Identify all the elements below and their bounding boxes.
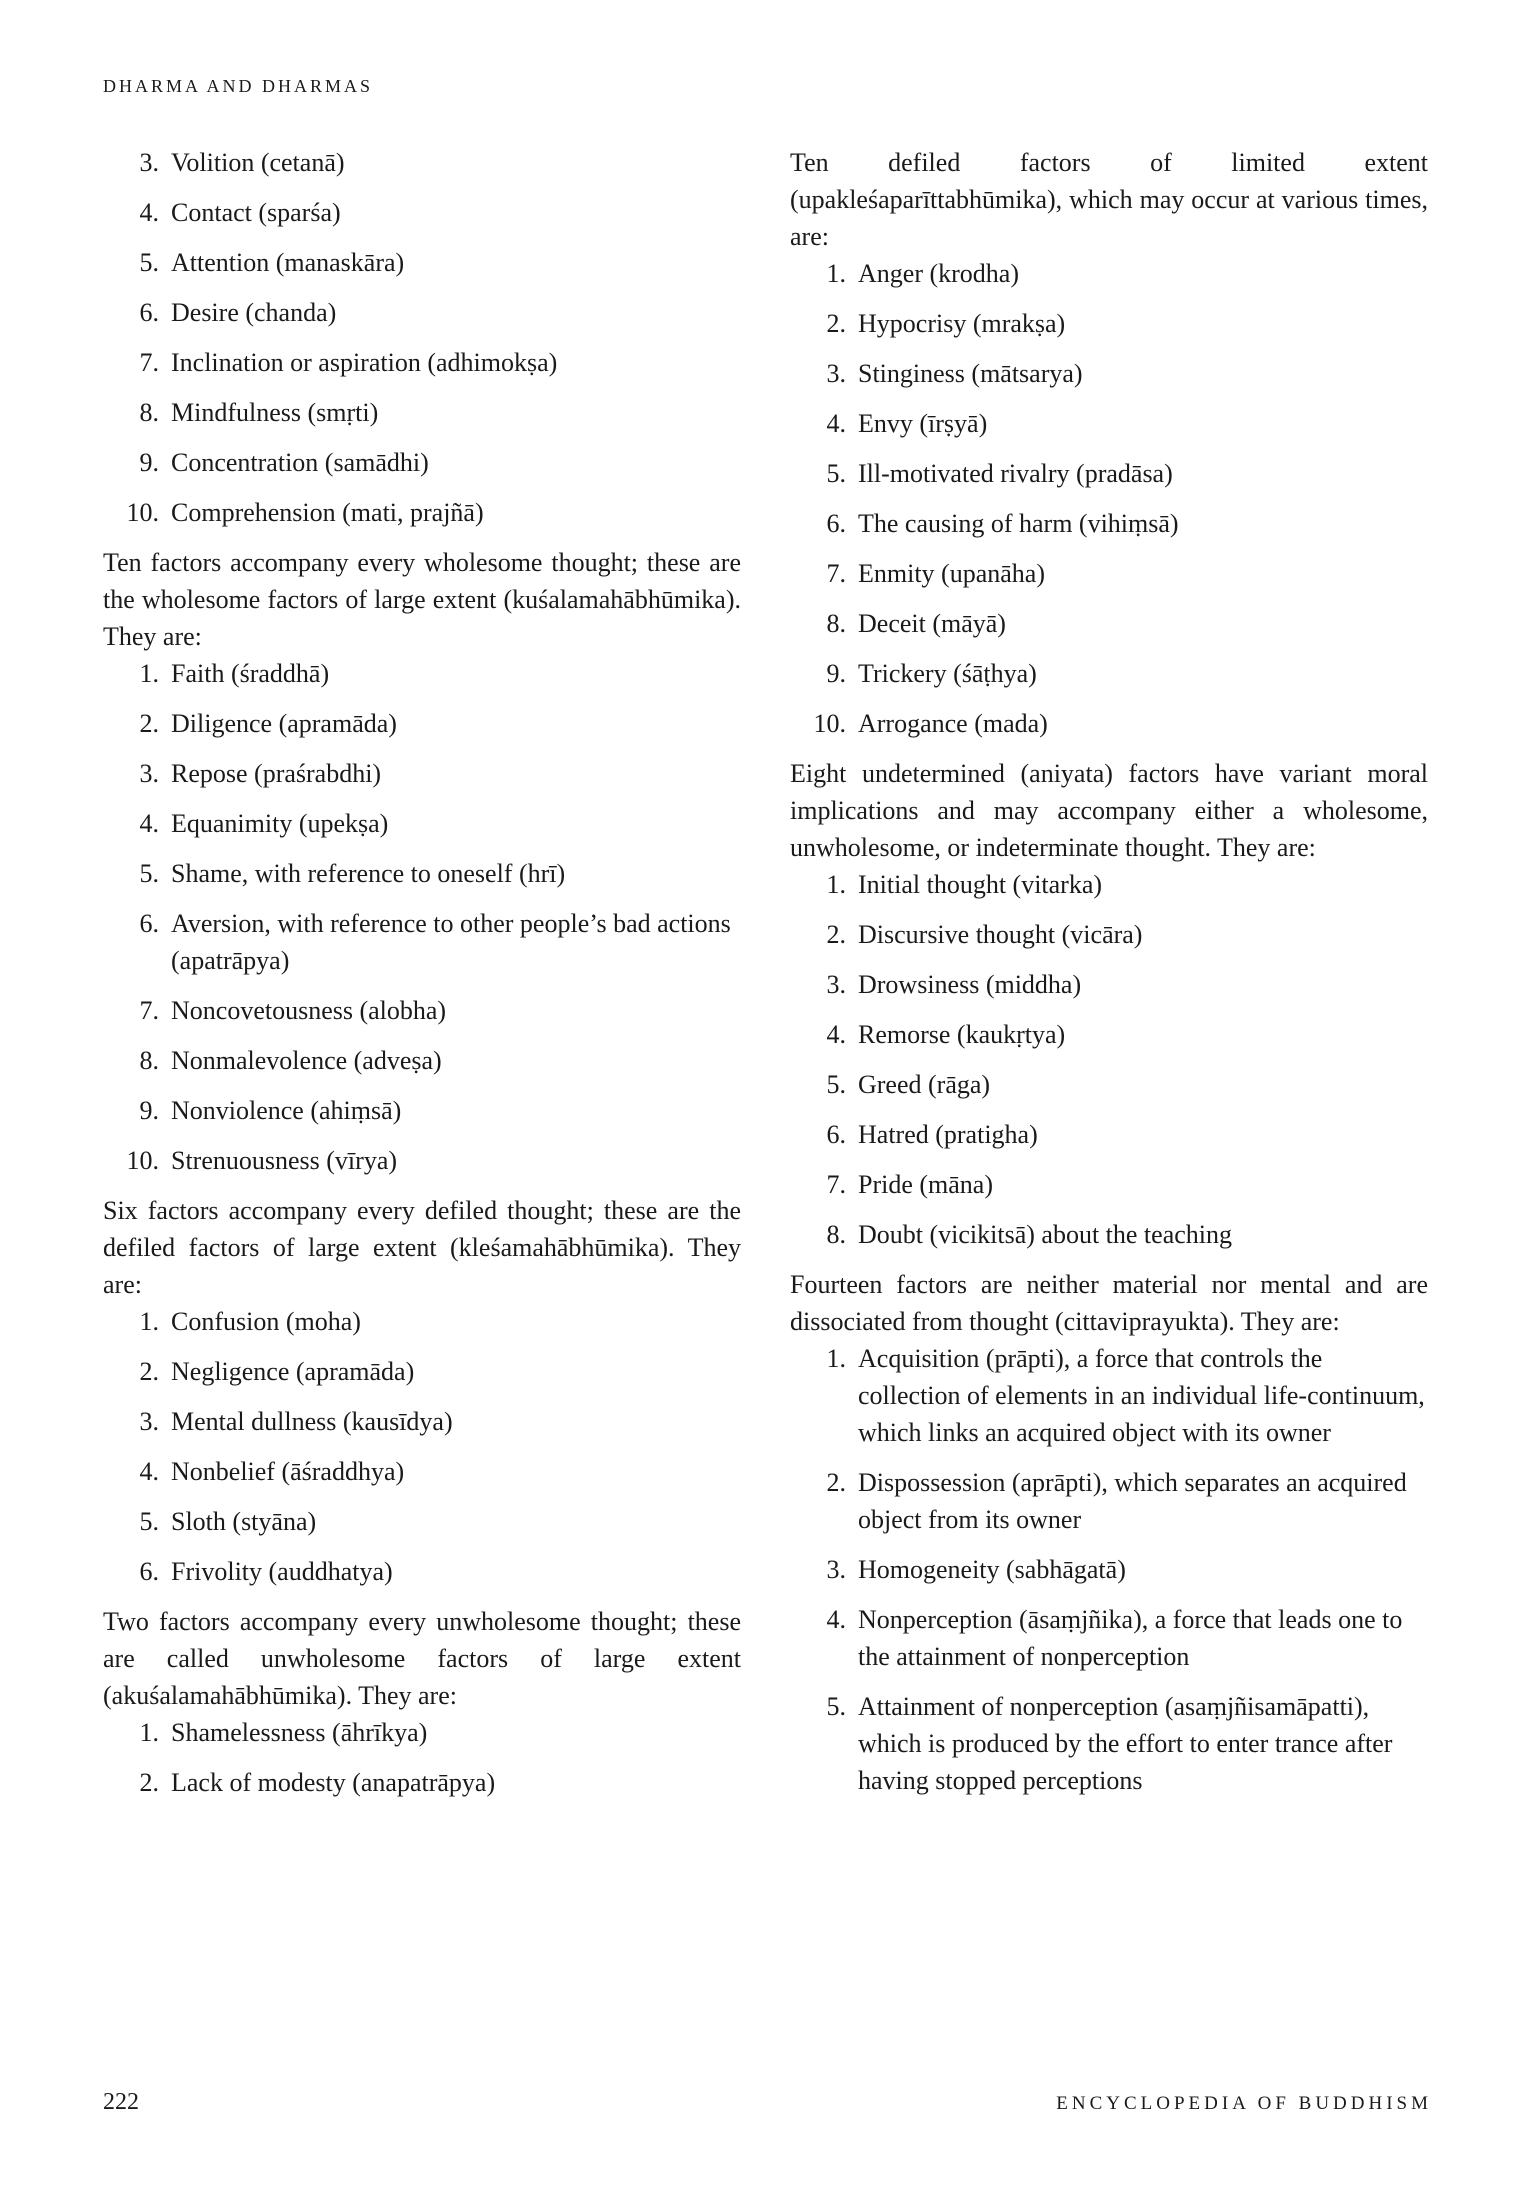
page-number: 222 [103, 2089, 139, 2115]
list-item-number: 1. [139, 1718, 159, 1747]
list-item-text: Arrogance (mada) [858, 709, 1048, 738]
list-item-number: 2. [826, 1468, 846, 1497]
list-item-number: 8. [826, 609, 846, 638]
list-item-text: Nonbelief (āśraddhya) [171, 1457, 405, 1486]
list-item-number: 5. [139, 859, 159, 888]
list-item [103, 394, 741, 431]
list-item-text: Noncovetousness (alobha) [171, 996, 447, 1025]
list-item-text: Homogeneity (sabhāgatā) [858, 1555, 1126, 1584]
list-item-text: Attention (manaskāra) [171, 248, 405, 277]
list-item-text: Negligence (apramāda) [171, 1357, 415, 1386]
list-item-number: 3. [826, 359, 846, 388]
left-list-1 [103, 144, 741, 531]
list-item-number: 6. [826, 509, 846, 538]
list-item-number: 2. [826, 920, 846, 949]
list-item-text: Equanimity (upekṣa) [171, 809, 389, 838]
list-item [790, 1116, 1428, 1153]
list-item-text: Enmity (upanāha) [858, 559, 1045, 588]
list-item [103, 1503, 741, 1540]
list-item [103, 992, 741, 1029]
list-item-number: 7. [139, 996, 159, 1025]
list-item-text: Acquisition (prāpti), a force that controls the collection of elements in an individual life-continuum, which links an acquired object with its owner [858, 1344, 1425, 1447]
list-item-text: Dispossession (aprāpti), which separates an acquired object from its owner [858, 1468, 1407, 1534]
list-item-number: 10. [126, 498, 159, 527]
list-item-number: 1. [826, 870, 846, 899]
list-item-text: Attainment of nonperception (asaṃjñisamāpatti), which is produced by the effort to enter trance after having stopped perceptions [858, 1692, 1393, 1795]
right-column [790, 144, 1428, 1812]
list-item [103, 444, 741, 481]
list-item-text: Contact (sparśa) [171, 198, 341, 227]
list-item-number: 9. [826, 659, 846, 688]
list-item [790, 966, 1428, 1003]
list-item [790, 1016, 1428, 1053]
list-item [103, 655, 741, 692]
list-item-text: Mental dullness (kausīdya) [171, 1407, 453, 1436]
list-item [103, 494, 741, 531]
list-item-text: Sloth (styāna) [171, 1507, 317, 1536]
list-item [103, 805, 741, 842]
right-paragraph-2: Eight undetermined (aniyata) factors have variant moral implications and may accompany either a wholesome, unwholesome, or indeterminate thought. They are: [790, 759, 1428, 862]
list-item [790, 705, 1428, 742]
list-item-number: 2. [826, 309, 846, 338]
list-item-text: Diligence (apramāda) [171, 709, 397, 738]
list-item-text: Ill-motivated rivalry (pradāsa) [858, 459, 1173, 488]
list-item-number: 2. [139, 709, 159, 738]
list-item-number: 4. [139, 809, 159, 838]
list-item-number: 3. [826, 970, 846, 999]
list-item-text: Shamelessness (āhrīkya) [171, 1718, 428, 1747]
list-item-number: 5. [826, 459, 846, 488]
list-item [790, 605, 1428, 642]
list-item [790, 1166, 1428, 1203]
list-item-text: Nonmalevolence (adveṣa) [171, 1046, 442, 1075]
list-item-number: 5. [139, 1507, 159, 1536]
list-item [103, 1553, 741, 1590]
list-item-number: 8. [139, 1046, 159, 1075]
list-item [103, 244, 741, 281]
left-paragraph-2: Six factors accompany every defiled thought; these are the defiled factors of large extent (kleśamahābhūmika). They are: [103, 1196, 741, 1299]
list-item-number: 3. [139, 148, 159, 177]
list-item-text: Frivolity (auddhatya) [171, 1557, 393, 1586]
list-item-text: Remorse (kaukṛtya) [858, 1020, 1066, 1049]
list-item-text: Initial thought (vitarka) [858, 870, 1103, 899]
list-item-number: 9. [139, 1096, 159, 1125]
list-item-text: Drowsiness (middha) [858, 970, 1082, 999]
list-item-text: Pride (māna) [858, 1170, 994, 1199]
list-item-number: 4. [139, 198, 159, 227]
list-item [790, 405, 1428, 442]
list-item-number: 3. [139, 759, 159, 788]
list-item [790, 305, 1428, 342]
list-item-text: Concentration (samādhi) [171, 448, 429, 477]
list-item-text: Hypocrisy (mrakṣa) [858, 309, 1066, 338]
list-item-text: Mindfulness (smṛti) [171, 398, 379, 427]
list-item-number: 3. [139, 1407, 159, 1436]
list-item-number: 4. [139, 1457, 159, 1486]
list-item [103, 294, 741, 331]
list-item-text: Comprehension (mati, prajñā) [171, 498, 484, 527]
right-paragraph-3: Fourteen factors are neither material nor mental and are dissociated from thought (cittaviprayukta). They are: [790, 1270, 1428, 1336]
list-item-text: Discursive thought (vicāra) [858, 920, 1143, 949]
list-item-number: 2. [139, 1768, 159, 1797]
list-item [790, 1340, 1428, 1451]
list-item [790, 1066, 1428, 1103]
list-item-text: Hatred (pratigha) [858, 1120, 1038, 1149]
list-item-text: Desire (chanda) [171, 298, 337, 327]
list-item [790, 355, 1428, 392]
list-item [103, 905, 741, 979]
list-item-text: Doubt (vicikitsā) about the teaching [858, 1220, 1233, 1249]
left-paragraph-3: Two factors accompany every unwholesome thought; these are called unwholesome factors of large extent (akuśalamahābhūmika). They are: [103, 1607, 741, 1710]
list-item [790, 655, 1428, 692]
publication-title: ENCYCLOPEDIA OF BUDDHISM [1056, 2093, 1432, 2114]
list-item-number: 2. [139, 1357, 159, 1386]
list-item-number: 1. [826, 259, 846, 288]
list-item [790, 555, 1428, 592]
list-item-number: 5. [826, 1070, 846, 1099]
list-item-text: Deceit (māyā) [858, 609, 1006, 638]
list-item [103, 705, 741, 742]
list-item [103, 1092, 741, 1129]
list-item [103, 1142, 741, 1179]
list-item-number: 8. [139, 398, 159, 427]
list-item [790, 505, 1428, 542]
list-item-number: 6. [139, 909, 159, 938]
list-item-number: 5. [826, 1692, 846, 1721]
list-item [103, 1353, 741, 1390]
list-item-text: Shame, with reference to oneself (hrī) [171, 859, 566, 888]
list-item [103, 855, 741, 892]
list-item-number: 5. [139, 248, 159, 277]
left-list-4 [103, 1714, 741, 1801]
list-item [790, 455, 1428, 492]
list-item-number: 6. [139, 298, 159, 327]
list-item [103, 1042, 741, 1079]
list-item-number: 7. [826, 1170, 846, 1199]
list-item-text: Stinginess (mātsarya) [858, 359, 1083, 388]
list-item [103, 1303, 741, 1340]
right-list-1 [790, 255, 1428, 742]
list-item [103, 1403, 741, 1440]
list-item-text: Nonperception (āsaṃjñika), a force that leads one to the attainment of nonperception [858, 1605, 1403, 1671]
list-item-number: 4. [826, 1605, 846, 1634]
list-item-number: 7. [139, 348, 159, 377]
list-item-number: 8. [826, 1220, 846, 1249]
list-item-text: Confusion (moha) [171, 1307, 361, 1336]
list-item-number: 10. [813, 709, 846, 738]
list-item-text: Volition (cetanā) [171, 148, 345, 177]
list-item-number: 10. [126, 1146, 159, 1175]
list-item [790, 916, 1428, 953]
list-item-text: Faith (śraddhā) [171, 659, 330, 688]
list-item-number: 1. [826, 1344, 846, 1373]
left-list-3 [103, 1303, 741, 1590]
list-item-number: 3. [826, 1555, 846, 1584]
left-list-2 [103, 655, 741, 1179]
list-item [790, 1688, 1428, 1799]
left-paragraph-1: Ten factors accompany every wholesome thought; these are the wholesome factors of large extent (kuśalamahābhūmika). They are: [103, 548, 741, 651]
list-item-number: 4. [826, 1020, 846, 1049]
list-item-number: 1. [139, 1307, 159, 1336]
list-item [103, 144, 741, 181]
list-item-number: 6. [139, 1557, 159, 1586]
list-item-text: Envy (īrṣyā) [858, 409, 988, 438]
list-item [790, 255, 1428, 292]
list-item-text: Greed (rāga) [858, 1070, 991, 1099]
list-item [103, 1764, 741, 1801]
left-column [103, 144, 741, 1814]
right-list-2 [790, 866, 1428, 1253]
list-item-text: Nonviolence (ahiṃsā) [171, 1096, 402, 1125]
right-list-3 [790, 1340, 1428, 1799]
list-item-number: 4. [826, 409, 846, 438]
list-item [790, 1601, 1428, 1675]
list-item [790, 1216, 1428, 1253]
list-item-text: Lack of modesty (anapatrāpya) [171, 1768, 496, 1797]
list-item [103, 1453, 741, 1490]
list-item [103, 755, 741, 792]
list-item-text: Strenuousness (vīrya) [171, 1146, 398, 1175]
list-item-text: Inclination or aspiration (adhimokṣa) [171, 348, 558, 377]
list-item [790, 1464, 1428, 1538]
list-item [103, 194, 741, 231]
list-item [103, 344, 741, 381]
list-item-text: Anger (krodha) [858, 259, 1019, 288]
right-paragraph-1: Ten defiled factors of limited extent (upakleśaparīttabhūmika), which may occur at various times, are: [790, 148, 1428, 251]
list-item [103, 1714, 741, 1751]
list-item-number: 7. [826, 559, 846, 588]
list-item-text: Aversion, with reference to other people’s bad actions (apatrāpya) [171, 909, 731, 975]
list-item-number: 1. [139, 659, 159, 688]
list-item-text: Repose (praśrabdhi) [171, 759, 382, 788]
list-item-number: 6. [826, 1120, 846, 1149]
list-item-text: Trickery (śāṭhya) [858, 659, 1037, 688]
list-item [790, 866, 1428, 903]
list-item-number: 9. [139, 448, 159, 477]
running-head: DHARMA AND DHARMAS [103, 76, 374, 96]
list-item-text: The causing of harm (vihiṃsā) [858, 509, 1179, 538]
list-item [790, 1551, 1428, 1588]
